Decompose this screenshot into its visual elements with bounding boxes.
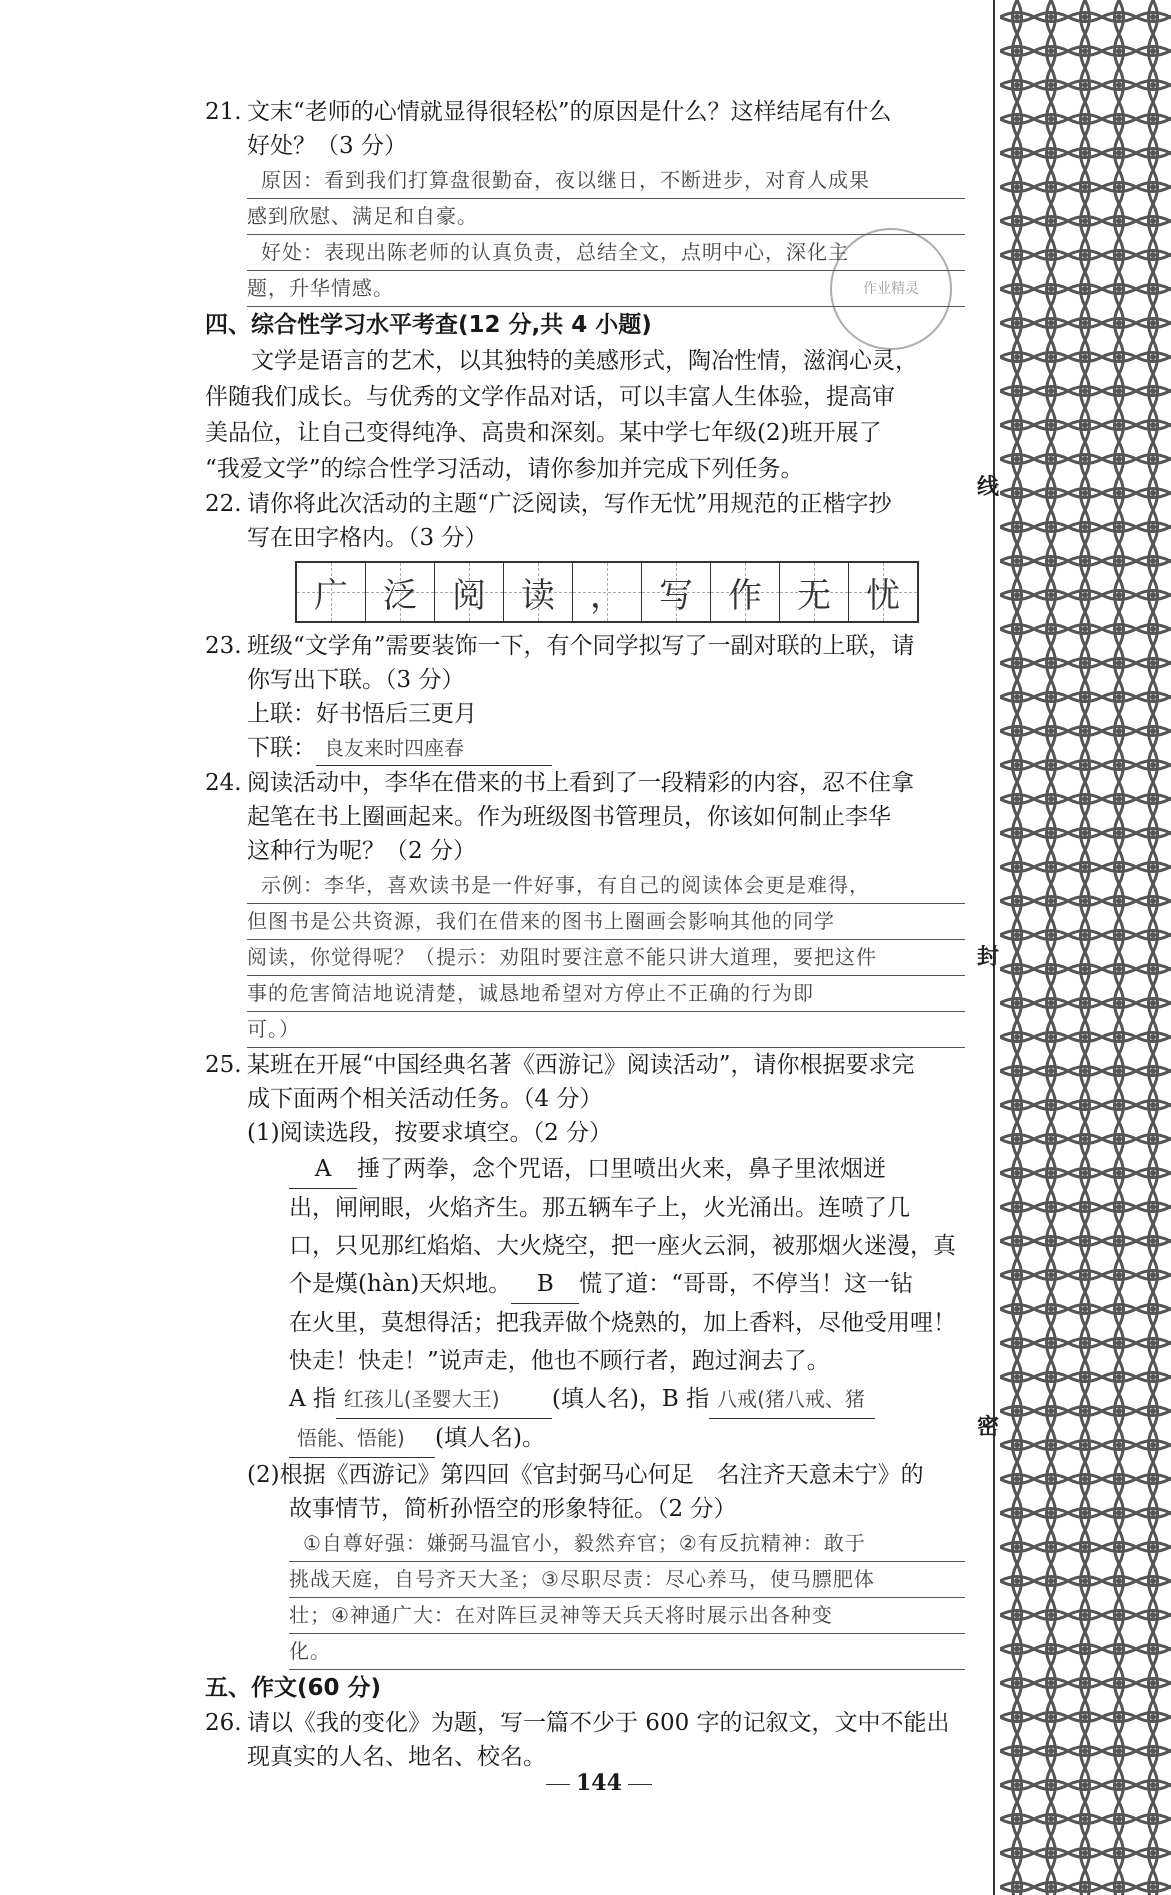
section-heading-5: 五、作文(60 分) bbox=[205, 1675, 382, 1701]
passage-line: 出，闸闸眼，火焰齐生。那五辆车子上，火光涌出。连喷了几 bbox=[289, 1195, 910, 1221]
fill-answer-line bbox=[205, 1419, 965, 1458]
binding-mark-feng: 封 bbox=[977, 944, 1000, 970]
answer-block-21 bbox=[205, 163, 965, 307]
intro-line: 美品位，让自己变得纯净、高贵和深刻。某中学七年级(2)班开展了 bbox=[205, 420, 882, 446]
page-number: 144 bbox=[540, 1770, 658, 1796]
intro-line: 文学是语言的艺术，以其独特的美感形式，陶冶性情，滋润心灵， bbox=[251, 348, 918, 374]
answer-line: 示例：李华，喜欢读书是一件好事，有自己的阅读体会更是难得， bbox=[247, 868, 965, 904]
answer-line: 但图书是公共资源，我们在借来的图书上圈画会影响其他的同学 bbox=[247, 904, 965, 940]
couplet-lower-answer: 良友来时四座春 bbox=[316, 731, 552, 766]
fill-b-answer: 八戒(猪八戒、猪 bbox=[709, 1380, 875, 1419]
answer-line: 可。） bbox=[247, 1012, 965, 1048]
question-text-cont: 写在田字格内。（3 分） bbox=[247, 525, 488, 551]
fill-a-label: A 指 bbox=[289, 1386, 336, 1412]
question-22 bbox=[205, 487, 965, 521]
binding-mark-mi: 密 bbox=[977, 1414, 1000, 1440]
question-26 bbox=[205, 1706, 965, 1740]
sub-question-1: (1)阅读选段，按要求填空。（2 分） bbox=[247, 1120, 613, 1146]
answer-line: 事的危害简洁地说清楚，诚恳地希望对方停止不正确的行为即 bbox=[247, 976, 965, 1012]
reading-passage bbox=[205, 1150, 965, 1380]
question-text-cont: 你写出下联。（3 分） bbox=[247, 667, 465, 693]
couplet-upper: 上联：好书悟后三更月 bbox=[247, 701, 477, 727]
passage-line: 慌了道：“哥哥，不停当！这一钻 bbox=[579, 1271, 914, 1297]
grid-cell: 写 bbox=[642, 563, 711, 621]
grid-cell: 泛 bbox=[366, 563, 435, 621]
passage-line: 个是熯(hàn)天炽地。 bbox=[289, 1271, 512, 1297]
answer-line: 阅读，你觉得呢？（提示：劝阻时要注意不能只讲大道理，要把这件 bbox=[247, 940, 965, 976]
blank-a: A bbox=[289, 1150, 357, 1189]
sub-question-2: (2)根据《西游记》第四回《官封弼马心何足 名注齐天意未宁》的 bbox=[247, 1462, 924, 1488]
question-24 bbox=[205, 766, 965, 800]
question-number: 25. bbox=[205, 1052, 242, 1078]
fill-b-suffix: (填人名)。 bbox=[435, 1425, 545, 1451]
intro-line: “我爱文学”的综合性学习活动，请你参加并完成下列任务。 bbox=[205, 456, 804, 482]
grid-cell: 阅 bbox=[435, 563, 504, 621]
question-text: 文末“老师的心情就显得很轻松”的原因是什么？这样结尾有什么 bbox=[247, 99, 892, 125]
answer-line: 化。 bbox=[289, 1634, 965, 1670]
passage-line: 捶了两拳，念个咒语，口里喷出火来，鼻子里浓烟迸 bbox=[357, 1156, 886, 1182]
question-text-cont: 这种行为呢？（2 分） bbox=[247, 838, 476, 864]
intro-line: 伴随我们成长。与优秀的文学作品对话，可以丰富人生体验，提高审 bbox=[205, 384, 895, 410]
answer-block-25 bbox=[205, 1526, 965, 1670]
question-number: 26. bbox=[205, 1710, 242, 1736]
sub-question-2-cont: 故事情节，简析孙悟空的形象特征。（2 分） bbox=[289, 1496, 737, 1522]
couplet-lower-label: 下联： bbox=[247, 735, 316, 761]
answer-line: 题，升华情感。 bbox=[247, 271, 965, 307]
passage-line: 口，只见那红焰焰、大火烧空，把一座火云洞，被那烟火迷漫，真 bbox=[289, 1233, 956, 1259]
binding-mark-xian: 线 bbox=[977, 474, 1000, 500]
answer-line: 感到欣慰、满足和自豪。 bbox=[247, 199, 965, 235]
grid-cell: 无 bbox=[780, 563, 849, 621]
grid-cell: 广 bbox=[297, 563, 366, 621]
answer-line: 壮；④神通广大：在对阵巨灵神等天兵天将时展示出各种变 bbox=[289, 1598, 965, 1634]
fill-answer-line bbox=[205, 1380, 965, 1419]
grid-cell: ， bbox=[573, 563, 642, 621]
watermark-stamp: 作业精灵 bbox=[830, 228, 952, 350]
question-text: 请以《我的变化》为题，写一篇不少于 600 字的记叙文，文中不能出 bbox=[247, 1710, 950, 1736]
page-content bbox=[205, 95, 965, 1774]
grid-cell: 作 bbox=[711, 563, 780, 621]
decorative-margin-pattern bbox=[1000, 0, 1171, 1895]
question-23 bbox=[205, 629, 965, 663]
tianzige-grid bbox=[295, 561, 919, 623]
question-text: 阅读活动中，李华在借来的书上看到了一段精彩的内容，忍不住拿 bbox=[247, 770, 914, 796]
fill-a-suffix: (填人名)，B 指 bbox=[551, 1386, 710, 1412]
question-text: 某班在开展“中国经典名著《西游记》阅读活动”，请你根据要求完 bbox=[247, 1052, 915, 1078]
intro-paragraph bbox=[205, 343, 965, 487]
section-heading-4: 四、综合性学习水平考查(12 分,共 4 小题) bbox=[205, 312, 652, 338]
fill-b-answer-cont: 悟能、悟能) bbox=[289, 1419, 435, 1458]
couplet-lower bbox=[205, 731, 965, 766]
question-number: 23. bbox=[205, 633, 242, 659]
question-number: 22. bbox=[205, 491, 242, 517]
question-text-cont: 成下面两个相关活动任务。（4 分） bbox=[247, 1086, 603, 1112]
question-text-cont: 现真实的人名、地名、校名。 bbox=[247, 1744, 546, 1770]
question-21 bbox=[205, 95, 965, 129]
question-text-cont: 起笔在书上圈画起来。作为班级图书管理员，你该如何制止李华 bbox=[247, 804, 891, 830]
answer-line: 挑战天庭，自号齐天大圣；③尽职尽责：尽心养马，使马膘肥体 bbox=[289, 1562, 965, 1598]
question-text: 班级“文学角”需要装饰一下，有个同学拟写了一副对联的上联，请 bbox=[247, 633, 915, 659]
fill-a-answer: 红孩儿(圣婴大王) bbox=[336, 1380, 552, 1419]
question-text: 请你将此次活动的主题“广泛阅读，写作无忧”用规范的正楷字抄 bbox=[247, 491, 892, 517]
grid-cell: 读 bbox=[504, 563, 573, 621]
answer-block-24 bbox=[205, 868, 965, 1048]
question-number: 21. bbox=[205, 99, 242, 125]
answer-line: 原因：看到我们打算盘很勤奋，夜以继日，不断进步，对育人成果 bbox=[247, 163, 965, 199]
answer-line: ①自尊好强：嫌弼马温官小，毅然弃官；②有反抗精神：敢于 bbox=[289, 1526, 965, 1562]
blank-b: B bbox=[511, 1265, 579, 1304]
grid-cell: 忧 bbox=[849, 563, 917, 621]
passage-line: 快走！快走！”说声走，他也不顾行者，跑过涧去了。 bbox=[289, 1348, 830, 1374]
passage-line: 在火里，莫想得活；把我弄做个烧熟的，加上香料，尽他受用哩！ bbox=[289, 1310, 956, 1336]
question-text-cont: 好处？（3 分） bbox=[247, 133, 407, 159]
question-25 bbox=[205, 1048, 965, 1082]
question-number: 24. bbox=[205, 770, 242, 796]
answer-line: 好处：表现出陈老师的认真负责，总结全文，点明中心，深化主 bbox=[247, 235, 965, 271]
